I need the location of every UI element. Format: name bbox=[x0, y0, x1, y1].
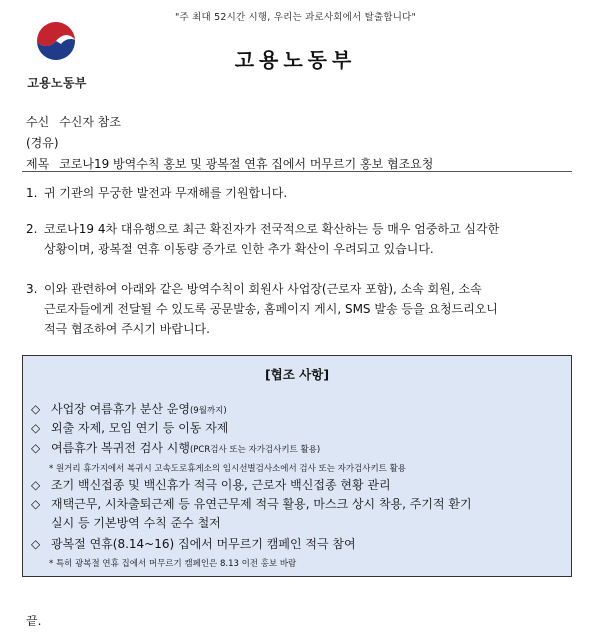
cooperation-item bbox=[31, 400, 561, 421]
cooperation-item bbox=[31, 439, 561, 460]
diamond-bullet-icon: ◇ bbox=[31, 497, 41, 511]
via-line: (경유) bbox=[26, 136, 59, 150]
diamond-bullet-icon: ◇ bbox=[31, 402, 41, 416]
cooperation-title: [협조 사항] bbox=[264, 367, 330, 382]
paragraph-line: 상황이며, 광복절 연휴 이동량 증가로 인한 추가 확산이 우려되고 있습니다. bbox=[44, 242, 434, 256]
recipient-label: 수신 bbox=[26, 115, 50, 129]
end-mark: 끝. bbox=[26, 614, 42, 628]
subject-line bbox=[26, 155, 433, 172]
paragraph-text: 귀 기관의 무궁한 발전과 무재해를 기원합니다. bbox=[44, 186, 288, 200]
recipient-value: 수신자 참조 bbox=[59, 115, 121, 129]
item-note-inline: (PCR검사 또는 자가검사키트 활용) bbox=[189, 445, 321, 455]
cooperation-item bbox=[31, 495, 561, 533]
paragraph-2 bbox=[26, 219, 571, 259]
paragraph-line: 근로자들에게 전달될 수 있도록 공문발송, 홈페이지 게시, SMS 발송 등을 요청드리오니 bbox=[44, 302, 498, 316]
slogan: "주 최대 52시간 시행, 우리는 과로사회에서 탈출합니다" bbox=[174, 12, 417, 23]
diamond-bullet-icon: ◇ bbox=[31, 478, 41, 492]
subject-divider bbox=[22, 171, 572, 172]
cooperation-note: * 특히 광복절 연휴 집에서 머무르기 캠페인은 8.13 이전 홍보 바람 bbox=[49, 559, 297, 569]
logo-text: 고용노동부 bbox=[27, 76, 87, 90]
department-title: 고용노동부 bbox=[234, 48, 357, 72]
diamond-bullet-icon: ◇ bbox=[31, 537, 41, 551]
diamond-bullet-icon: ◇ bbox=[31, 441, 41, 455]
paragraph-number: 3. bbox=[26, 282, 38, 296]
item-text: 여름휴가 복귀전 검사 시행 bbox=[51, 441, 190, 455]
paragraph-line: 적극 협조하여 주시기 바랍니다. bbox=[44, 322, 210, 336]
subject-label: 제목 bbox=[26, 157, 50, 171]
item-text: 재택근무, 시차출퇴근제 등 유연근무제 적극 활용, 마스크 상시 착용, 주기적 환기 bbox=[51, 497, 472, 511]
cooperation-item bbox=[31, 535, 561, 554]
cooperation-note: * 원거리 휴가지에서 복귀시 고속도로휴게소의 임시선별검사소에서 검사 또는 자가검사키트 활용 bbox=[49, 464, 407, 474]
item-text: 외출 자제, 모임 연기 등 이동 자제 bbox=[51, 421, 229, 435]
paragraph-number: 2. bbox=[26, 222, 38, 236]
cooperation-item bbox=[31, 419, 561, 438]
paragraph-line: 이와 관련하여 아래와 같은 방역수칙이 회원사 사업장(근로자 포함), 소속 회원, 소속 bbox=[44, 282, 482, 296]
item-text: 광복절 연휴(8.14~16) 집에서 머무르기 캠페인 적극 참여 bbox=[51, 537, 356, 551]
paragraph-3 bbox=[26, 279, 571, 339]
diamond-bullet-icon: ◇ bbox=[31, 421, 41, 435]
paragraph-number: 1. bbox=[26, 186, 38, 200]
item-text-continued: 실시 등 기본방역 수칙 준수 철저 bbox=[51, 516, 221, 530]
paragraph-line: 코로나19 4차 대유행으로 최근 확진자가 전국적으로 확산하는 등 매우 엄중하고 심각한 bbox=[44, 222, 500, 236]
cooperation-item bbox=[31, 476, 561, 495]
cooperation-box bbox=[22, 355, 572, 577]
paragraph-1 bbox=[26, 183, 571, 203]
item-text: 조기 백신접종 및 백신휴가 적극 이용, 근로자 백신접종 현황 관리 bbox=[51, 478, 391, 492]
subject-value: 코로나19 방역수칙 홍보 및 광복절 연휴 집에서 머무르기 홍보 협조요청 bbox=[59, 157, 434, 171]
item-text: 사업장 여름휴가 분산 운영 bbox=[51, 402, 190, 416]
item-note-inline: (9월까지) bbox=[189, 406, 227, 416]
recipient-line bbox=[26, 113, 121, 130]
